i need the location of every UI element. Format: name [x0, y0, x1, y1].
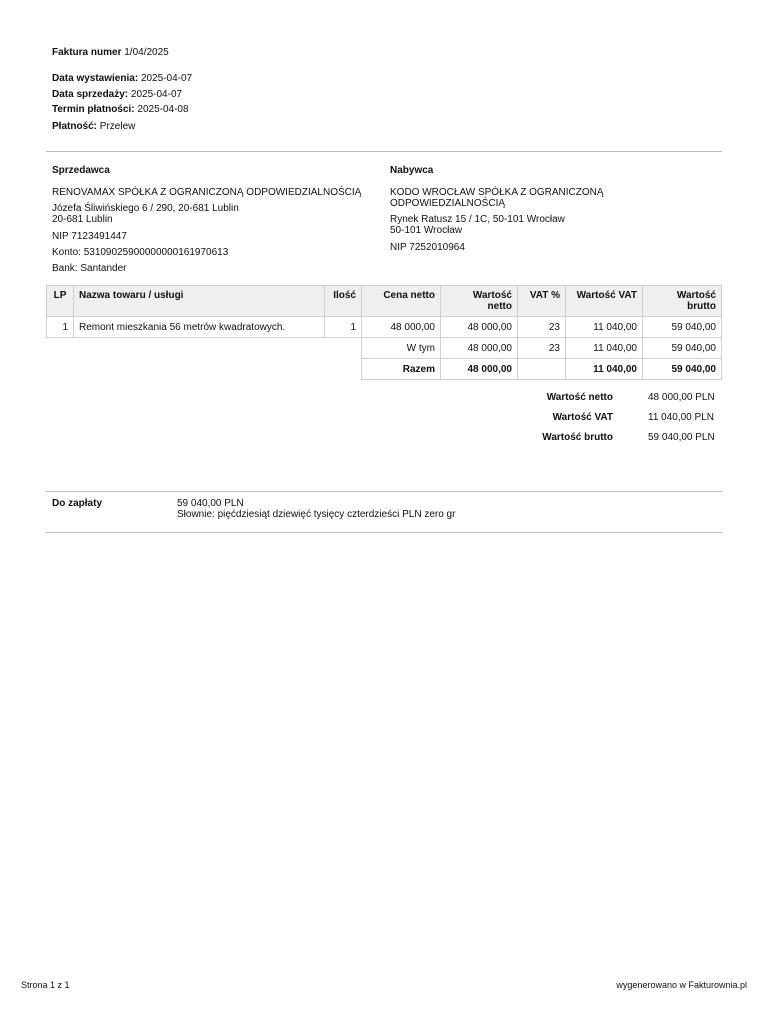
total-vat-value: 11 040,00 PLN: [648, 412, 714, 423]
buyer-title: Nabywca: [390, 165, 434, 176]
cell-net: 48 000,00: [441, 317, 518, 338]
table-header-row: [47, 286, 722, 317]
sale-date-label: Data sprzedaży:: [52, 89, 129, 100]
seller-address-2: 20-681 Lublin: [52, 214, 113, 225]
cell-gross: 59 040,00: [643, 317, 722, 338]
col-name: Nazwa towaru / usługi: [74, 286, 325, 317]
amount-due-block: [177, 498, 455, 520]
payment-method-value: Przelew: [99, 121, 136, 132]
payment-method-label: Płatność:: [52, 121, 98, 132]
divider: [46, 532, 722, 533]
divider: [46, 151, 722, 152]
invoice-number: [52, 47, 169, 58]
col-gross-line1: Wartość: [676, 290, 716, 301]
amount-due-value: 59 040,00 PLN: [177, 498, 244, 509]
col-vat-rate: VAT %: [518, 286, 566, 317]
buyer-address-2: 50-101 Wrocław: [390, 225, 463, 236]
sum-vat: 11 040,00: [566, 359, 643, 380]
invoice-number-label: Faktura numer: [52, 47, 122, 58]
col-lp: LP: [47, 286, 74, 317]
col-qty: Ilość: [325, 286, 362, 317]
amount-due-label: Do zapłaty: [52, 498, 103, 509]
amount-in-words: Słownie: pięćdziesiąt dziewięć tysięcy czterdzieści PLN zero gr: [177, 509, 456, 520]
seller-title: Sprzedawca: [52, 165, 110, 176]
buyer-nip: NIP 7252010964: [390, 242, 465, 253]
cell-unit-net: 48 000,00: [362, 317, 441, 338]
including-row: [47, 338, 722, 359]
items-table: [46, 285, 722, 380]
issue-date-value: 2025-04-07: [140, 73, 193, 84]
due-date-value: 2025-04-08: [137, 104, 189, 115]
issue-date-label: Data wystawienia:: [52, 73, 139, 84]
col-net: Wartość netto: [441, 286, 518, 317]
seller-account: Konto: 53109025900000000161970613: [52, 247, 229, 258]
col-gross: [643, 286, 722, 317]
cell-vat-rate: 23: [518, 317, 566, 338]
invoice-number-value: 1/04/2025: [124, 47, 169, 58]
sale-date: [52, 89, 182, 100]
total-gross-label: Wartość brutto: [542, 432, 613, 443]
buyer-address: Rynek Ratusz 15 / 1C, 50-101 Wrocław: [390, 214, 565, 225]
cell-qty: 1: [325, 317, 362, 338]
sum-row: [47, 359, 722, 380]
including-net: 48 000,00: [441, 338, 518, 359]
sale-date-value: 2025-04-07: [130, 89, 183, 100]
issue-date: [52, 73, 192, 84]
seller-name: RENOVAMAX SPÓŁKA Z OGRANICZONĄ ODPOWIEDZIALNOŚCIĄ: [52, 187, 362, 198]
payment-method: [52, 121, 135, 132]
including-label: W tym: [362, 338, 441, 359]
sum-label: Razem: [362, 359, 441, 380]
seller-block: [52, 165, 372, 274]
buyer-block: [390, 165, 720, 253]
cell-vat: 11 040,00: [566, 317, 643, 338]
seller-bank: Bank: Santander: [52, 263, 127, 274]
cell-name: Remont mieszkania 56 metrów kwadratowych.: [74, 317, 325, 338]
buyer-name: KODO WROCŁAW SPÓŁKA Z OGRANICZONĄ ODPOWIEDZIALNOŚCIĄ: [390, 187, 604, 209]
including-gross: 59 040,00: [643, 338, 722, 359]
table-row: [47, 317, 722, 338]
including-vat-rate: 23: [518, 338, 566, 359]
total-net-label: Wartość netto: [546, 392, 613, 403]
page-number: Strona 1 z 1: [21, 980, 70, 990]
due-date: [52, 104, 189, 115]
sum-gross: 59 040,00: [643, 359, 722, 380]
sum-net: 48 000,00: [441, 359, 518, 380]
cell-lp: 1: [47, 317, 74, 338]
divider: [46, 491, 722, 492]
generated-by: wygenerowano w Fakturownia.pl: [616, 980, 747, 990]
seller-address: Józefa Śliwińskiego 6 / 290, 20-681 Lublin: [52, 203, 239, 214]
due-date-label: Termin płatności:: [52, 104, 135, 115]
col-gross-line2: brutto: [687, 301, 716, 312]
seller-nip: NIP 7123491447: [52, 231, 127, 242]
col-unit-net: Cena netto: [362, 286, 441, 317]
col-vat: Wartość VAT: [566, 286, 643, 317]
sum-vat-rate: [518, 359, 566, 380]
total-net-value: 48 000,00 PLN: [648, 392, 715, 403]
including-vat: 11 040,00: [566, 338, 643, 359]
total-gross-value: 59 040,00 PLN: [648, 432, 715, 443]
total-vat-label: Wartość VAT: [552, 412, 613, 423]
